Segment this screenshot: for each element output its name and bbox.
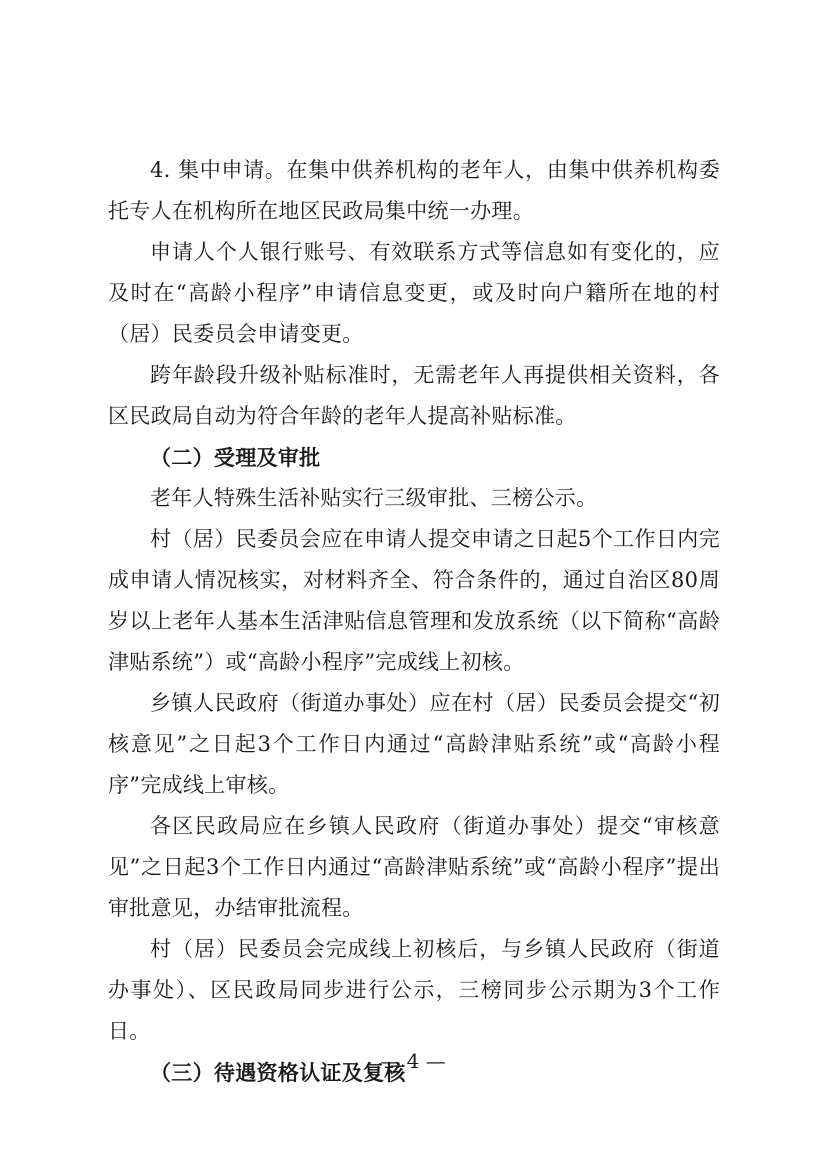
body-text — [108, 150, 720, 1093]
paragraph-township-review: 乡镇人民政府（街道办事处）应在村（居）民委员会提交“初核意见”之日起3个工作日内通过“高龄津贴系统”或“高龄小程序”完成线上审核。 — [108, 691, 720, 797]
paragraph-age-upgrade: 跨年龄段升级补贴标准时，无需老年人再提供相关资料，各区民政局自动为符合年龄的老年人提高补贴标准。 — [108, 363, 720, 428]
paragraph-three-level-approval: 老年人特殊生活补贴实行三级审批、三榜公示。 — [150, 486, 598, 510]
section-heading-qualification-review: （三）待遇资格认证及复核 — [150, 1060, 406, 1085]
paragraph-centralized-application: 4. 集中申请。在集中供养机构的老年人，由集中供养机构委托专人在机构所在地区民政局集中统一办理。 — [108, 158, 720, 223]
paragraph-info-change: 申请人个人银行账号、有效联系方式等信息如有变化的，应及时在“高龄小程序”申请信息变更，或及时向户籍所在地的村（居）民委员会申请变更。 — [108, 240, 720, 346]
section-heading-acceptance-approval: （二）受理及审批 — [150, 445, 321, 470]
page-number: — 4 — — [380, 1049, 446, 1073]
paragraph-district-approval: 各区民政局应在乡镇人民政府（街道办事处）提交“审核意见”之日起3个工作日内通过“高龄津贴系统”或“高龄小程序”提出审批意见，办结审批流程。 — [108, 814, 720, 920]
paragraph-public-notice: 村（居）民委员会完成线上初核后，与乡镇人民政府（街道办事处）、区民政局同步进行公示，三榜同步公示期为3个工作日。 — [108, 937, 720, 1043]
paragraph-village-initial-review: 村（居）民委员会应在申请人提交申请之日起5个工作日内完成申请人情况核实，对材料齐全、符合条件的，通过自治区80周岁以上老年人基本生活津贴信息管理和发放系统（以下简称“高龄津贴系统”）或“高龄小程序”完成线上初核。 — [108, 527, 720, 674]
